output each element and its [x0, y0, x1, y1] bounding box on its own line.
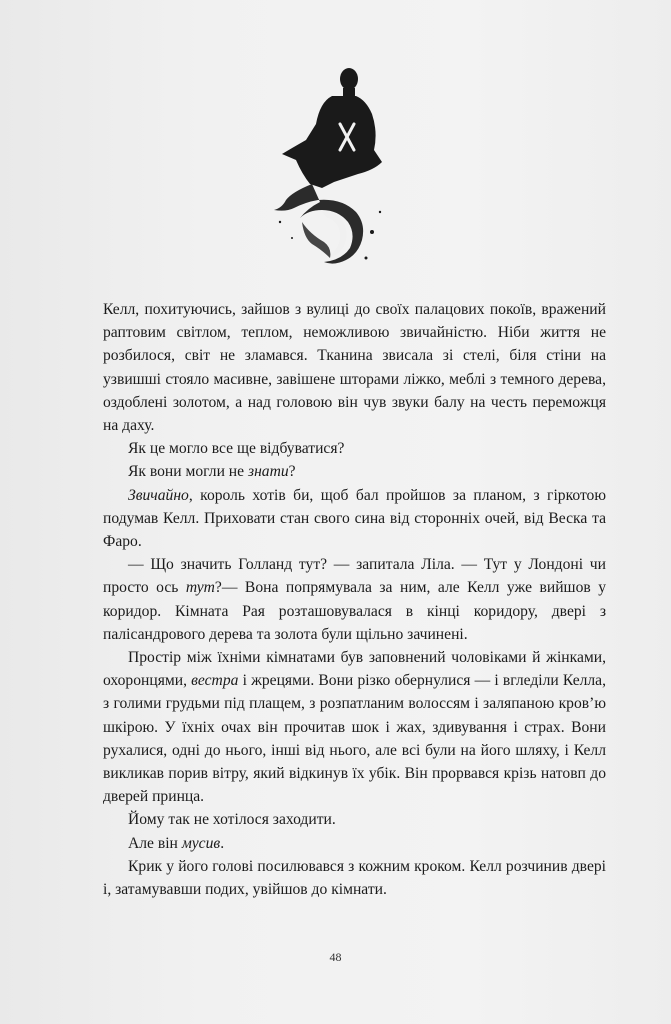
text-run: Простір між їхніми кімнатами був заповнений чоловіками й жінками, охоронцями,	[103, 649, 606, 690]
italic-text: вестра	[191, 672, 239, 690]
text-run: ?— Вона попрямувала за ним, але Келл уже вийшов у коридор. Кімната Рая розташовувалася в кінці коридору, двері з палісандрового дерева та золота були щільно зачинені.	[103, 579, 607, 643]
text-run: — Що значить Голланд тут? — запитала Ліла. — Тут у Лондоні чи просто ось	[103, 556, 606, 597]
paragraph	[103, 298, 606, 437]
paragraph	[103, 832, 606, 855]
paragraph	[103, 855, 606, 901]
italic-text: Звичайно	[128, 486, 189, 504]
cloaked-figure-icon	[262, 62, 392, 272]
text-run: ?	[288, 463, 296, 481]
chapter-text	[103, 298, 606, 901]
paragraph	[103, 646, 606, 808]
paragraph	[103, 808, 606, 831]
italic-text: знати	[247, 463, 289, 481]
paragraph	[103, 553, 606, 646]
text-run: , король хотів би, щоб бал пройшов за планом, з гіркотою подумав Келл. Приховати стан свого сина від сторонніх очей, від Веска та Фаро.	[103, 486, 606, 551]
paragraph	[103, 460, 606, 483]
text-run: і жрецями. Вони різко обернулися — і вгледіли Келла, з голими грудьми під плащем, з розпатланим волоссям і заляпаною кров’ю шкірою. У їхніх очах він прочитав шок і жах, здивування і страх. Вони рухалися, одні до нього, інші від нього, але всі були на його шляху, і Келл викликав порив вітру, який відкинув їх убік. Він прорвався крізь натовп до дверей принца.	[103, 672, 606, 806]
page-number: 48	[329, 950, 342, 964]
text-run: Як вони могли не	[128, 463, 248, 481]
italic-text: тут	[185, 579, 215, 597]
text-run: Келл, похитуючись, зайшов з вулиці до своїх палацових покоїв, вражений раптовим світлом, теплом, неможливою звичайністю. Ніби життя не розбилося, світ не зламався. Тканина звисала зі стелі, біля стіни на узвишші стояло масивне, завішене шторами ліжко, меблі з темного дерева, оздоблені золотом, а над головою він чув звуки балу на честь переможця на даху.	[103, 301, 606, 435]
paragraph	[103, 437, 606, 460]
text-run: Йому так не хотілося заходити.	[128, 811, 336, 829]
text-run: Але він	[128, 834, 182, 852]
text-run: .	[220, 834, 225, 852]
italic-text: мусив	[181, 834, 221, 852]
text-run: Крик у його голові посилювався з кожним кроком. Келл розчинив двері і, затамувавши подих, увійшов до кімнати.	[103, 857, 606, 899]
paragraph	[103, 484, 606, 554]
text-run: Як це могло все ще відбуватися?	[128, 440, 345, 458]
